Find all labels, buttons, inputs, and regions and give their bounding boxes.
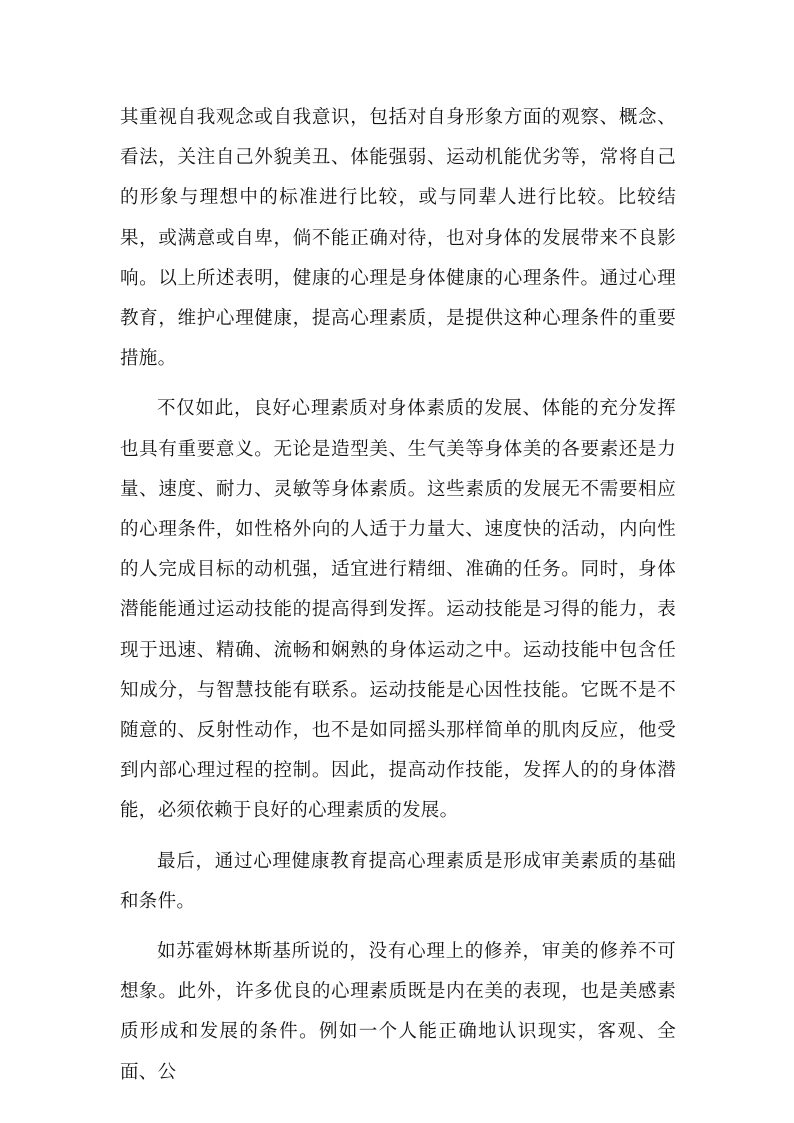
- paragraph-self-concept: 其重视自我观念或自我意识，包括对自身形象方面的观察、概念、看法，关注自己外貌美丑、体能强弱、运动机能优劣等，常将自己的形象与理想中的标准进行比较，或与同辈人进行比较。比较结果，或满意或自卑，倘不能正确对待，也对身体的发展带来不良影响。以上所述表明，健康的心理是身体健康的心理条件。通过心理教育，维护心理健康，提高心理素质，是提供这种心理条件的重要措施。: [120, 107, 676, 370]
- paragraph-aesthetic-basis: 最后，通过心理健康教育提高心理素质是形成审美素质的基础和条件。: [120, 850, 676, 912]
- paragraph-physical-quality: 不仅如此，良好心理素质对身体素质的发展、体能的充分发挥也具有重要意义。无论是造型美、生气美等身体美的各要素还是力量、速度、耐力、灵敏等身体素质。这些素质的发展无不需要相应的心理条件，如性格外向的人适于力量大、速度快的活动，内向性的人完成目标的动机强，适宜进行精细、准确的任务。同时，身体潜能能通过运动技能的提高得到发挥。运动技能是习得的能力，表现于迅速、精确、流畅和娴熟的身体运动之中。运动技能中包含任知成分，与智慧技能有联系。运动技能是心因性技能。它既不是不随意的、反射性动作，也不是如同摇头那样简单的肌肉反应，他受到内部心理过程的控制。因此，提高动作技能，发挥人的的身体潜能，必须依赖于良好的心理素质的发展。: [120, 398, 676, 822]
- document-page: [120, 98, 676, 1103]
- paragraph-sukhomlinsky: 如苏霍姆林斯基所说的，没有心理上的修养，审美的修养不可想象。此外，许多优良的心理素质既是内在美的表现，也是美感素质形成和发展的条件。例如一个人能正确地认识现实，客观、全面、公: [120, 941, 676, 1083]
